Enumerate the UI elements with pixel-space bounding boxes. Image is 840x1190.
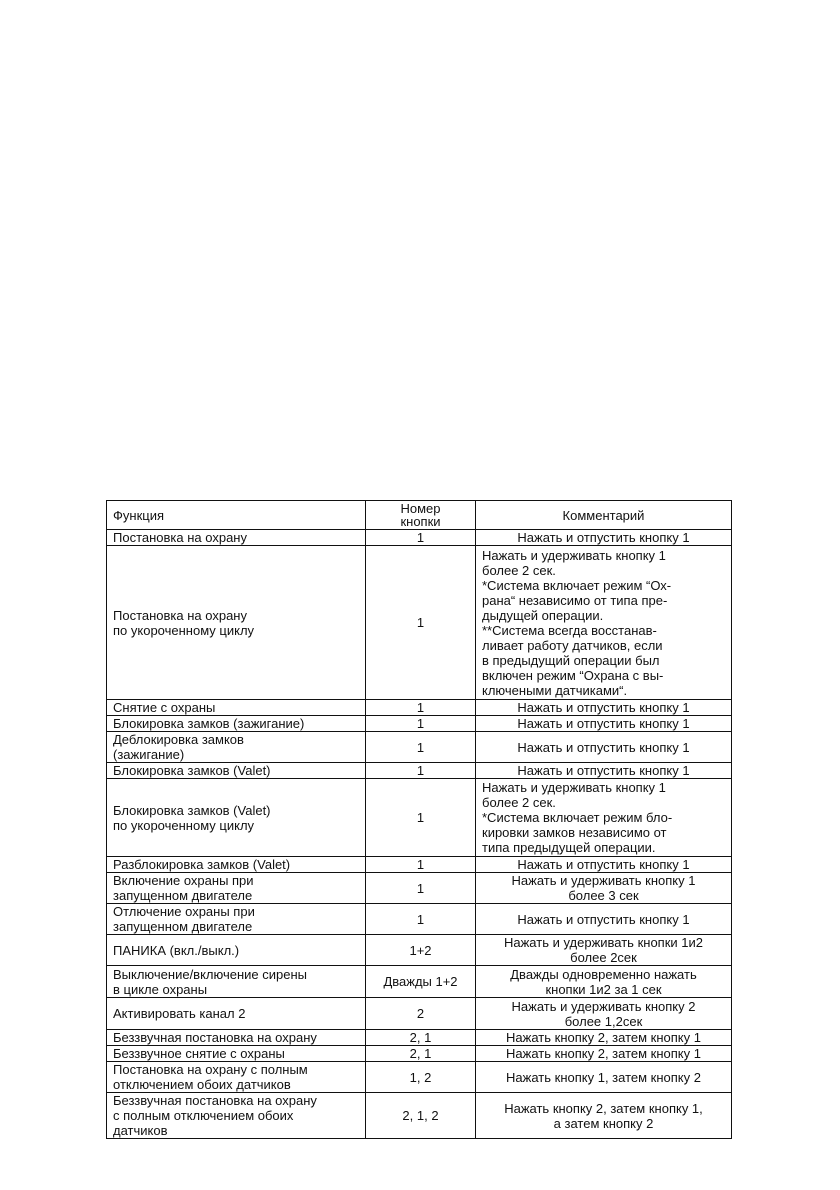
table-row: [107, 998, 732, 1030]
function-cell: Постановка на охрану: [107, 530, 366, 546]
function-cell: Беззвучное снятие с охраны: [107, 1046, 366, 1062]
function-cell: Активировать канал 2: [107, 998, 366, 1030]
button-number-cell: 1: [366, 546, 476, 700]
button-number-cell: 2, 1: [366, 1030, 476, 1046]
comment-cell: Нажать и отпустить кнопку 1: [476, 732, 732, 763]
comment-cell: Нажать и отпустить кнопку 1: [476, 763, 732, 779]
comment-cell: Нажать и удерживать кнопку 1 более 2 сек. *Система включает режим “Ох- рана“ независимо от типа пре- дыдущей операции. **Система всегда восстанав- ливает работу датчиков, если в предыдущий операции был включен режим “Охрана с вы- ключеными датчиками“.: [476, 546, 732, 700]
button-number-cell: 2, 1: [366, 1046, 476, 1062]
comment-cell: Нажать кнопку 2, затем кнопку 1, а затем кнопку 2: [476, 1093, 732, 1139]
comment-cell: Нажать и отпустить кнопку 1: [476, 716, 732, 732]
comment-cell: Нажать и отпустить кнопку 1: [476, 857, 732, 873]
comment-cell: Нажать и удерживать кнопку 2 более 1,2сек: [476, 998, 732, 1030]
button-number-cell: 1: [366, 904, 476, 935]
table-row: [107, 779, 732, 857]
button-number-cell: 1: [366, 779, 476, 857]
function-cell: Включение охраны при запущенном двигателе: [107, 873, 366, 904]
table-row: [107, 873, 732, 904]
table-header-row: [107, 501, 732, 530]
function-cell: Постановка на охрану по укороченному циклу: [107, 546, 366, 700]
table-row: [107, 546, 732, 700]
comment-cell: Дважды одновременно нажать кнопки 1и2 за 1 сек: [476, 966, 732, 998]
comment-cell: Нажать и отпустить кнопку 1: [476, 904, 732, 935]
comment-cell: Нажать и отпустить кнопку 1: [476, 700, 732, 716]
function-cell: Блокировка замков (Valet): [107, 763, 366, 779]
comment-cell: Нажать и отпустить кнопку 1: [476, 530, 732, 546]
function-cell: Деблокировка замков (зажигание): [107, 732, 366, 763]
comment-cell: Нажать кнопку 2, затем кнопку 1: [476, 1030, 732, 1046]
button-number-cell: 1: [366, 857, 476, 873]
button-number-cell: 2, 1, 2: [366, 1093, 476, 1139]
table-row: [107, 1046, 732, 1062]
button-number-cell: 1: [366, 716, 476, 732]
function-cell: Блокировка замков (зажигание): [107, 716, 366, 732]
table-row: [107, 700, 732, 716]
header-comment: Комментарий: [476, 501, 732, 530]
table-row: [107, 732, 732, 763]
button-number-cell: 1: [366, 700, 476, 716]
comment-cell: Нажать кнопку 2, затем кнопку 1: [476, 1046, 732, 1062]
function-cell: Отлючение охраны при запущенном двигателе: [107, 904, 366, 935]
table-row: [107, 935, 732, 966]
button-number-cell: 1: [366, 873, 476, 904]
button-number-cell: 2: [366, 998, 476, 1030]
comment-cell: Нажать кнопку 1, затем кнопку 2: [476, 1062, 732, 1093]
table-row: [107, 530, 732, 546]
comment-cell: Нажать и удерживать кнопки 1и2 более 2сек: [476, 935, 732, 966]
table-row: [107, 763, 732, 779]
table-row: [107, 1093, 732, 1139]
button-number-cell: 1+2: [366, 935, 476, 966]
table-row: [107, 857, 732, 873]
button-number-cell: 1, 2: [366, 1062, 476, 1093]
function-cell: Постановка на охрану с полным отключением обоих датчиков: [107, 1062, 366, 1093]
header-button-number: Номер кнопки: [366, 501, 476, 530]
function-cell: Беззвучная постановка на охрану: [107, 1030, 366, 1046]
table-row: [107, 716, 732, 732]
function-cell: Выключение/включение сирены в цикле охраны: [107, 966, 366, 998]
table-row: [107, 1062, 732, 1093]
table-row: [107, 966, 732, 998]
table-body: [107, 530, 732, 1139]
function-cell: Снятие с охраны: [107, 700, 366, 716]
function-cell: Беззвучная постановка на охрану с полным отключением обоих датчиков: [107, 1093, 366, 1139]
function-cell: ПАНИКА (вкл./выкл.): [107, 935, 366, 966]
table-row: [107, 1030, 732, 1046]
remote-functions-table: [106, 500, 732, 1139]
function-cell: Разблокировка замков (Valet): [107, 857, 366, 873]
button-number-cell: 1: [366, 763, 476, 779]
comment-cell: Нажать и удерживать кнопку 1 более 2 сек. *Система включает режим бло- кировки замков независимо от типа предыдущей операции.: [476, 779, 732, 857]
comment-cell: Нажать и удерживать кнопку 1 более 3 сек: [476, 873, 732, 904]
table-row: [107, 904, 732, 935]
header-function: Функция: [107, 501, 366, 530]
button-number-cell: 1: [366, 732, 476, 763]
button-number-cell: 1: [366, 530, 476, 546]
button-number-cell: Дважды 1+2: [366, 966, 476, 998]
function-cell: Блокировка замков (Valet) по укороченному циклу: [107, 779, 366, 857]
